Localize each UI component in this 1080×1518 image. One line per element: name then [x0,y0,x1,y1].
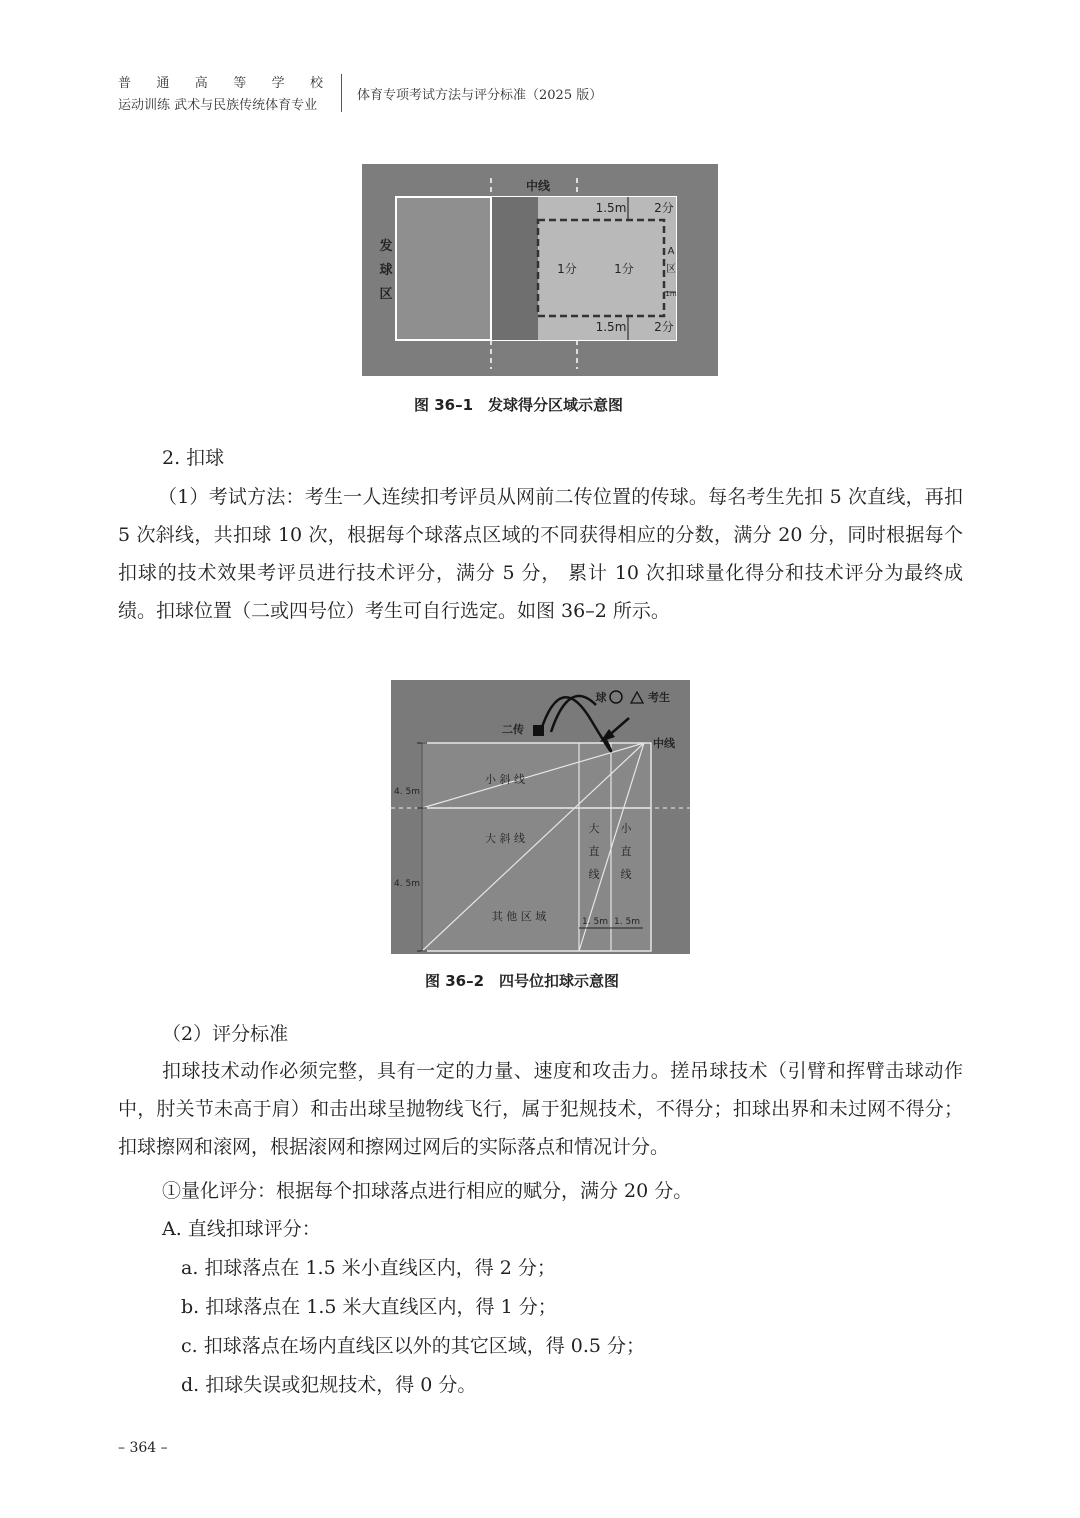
label-small-straight-3: 线 [620,868,632,881]
label-small-straight-1: 小 [620,822,632,835]
figure2-caption: 图 36–2 四号位扣球示意图 [425,972,620,990]
label-w1: 1. 5m [582,917,608,927]
label-big-straight-2: 直 [588,845,600,858]
header-divider [341,74,342,112]
label-serve-3: 区 [379,287,393,302]
label-zone-a-1: A [667,246,675,257]
scoring-heading: （2）评分标准 [162,1023,289,1045]
scoring-item-d: d. 扣球失误或犯规技术，得 0 分。 [181,1374,477,1396]
header-school: 普 通 高 等 学 校 [118,76,323,91]
label-half-bottom: 4. 5m [394,879,420,889]
setter-icon [533,725,544,736]
header-book-title: 体育专项考试方法与评分标准（2025 版） [357,88,603,103]
label-small-straight-2: 直 [620,845,632,858]
label-center-line: 中线 [525,179,551,193]
label-score-top: 2分 [654,201,674,215]
label-ball: 球 [595,691,607,704]
straight-heading: A. 直线扣球评分： [162,1218,321,1240]
section-heading: 2. 扣球 [162,447,225,469]
label-score-right: 1分 [614,262,634,276]
label-w2: 1. 5m [614,917,640,927]
serve-zone-figure [362,164,718,376]
front-zone [491,197,538,340]
label-center-line-2: 中线 [653,737,675,750]
label-score-bottom: 2分 [654,320,674,334]
label-score-left: 1分 [557,262,577,276]
label-width-top: 1.5m [595,201,627,215]
label-half-top: 4. 5m [394,787,420,797]
quant-scoring: ①量化评分：根据每个扣球落点进行相应的赋分，满分 20 分。 [162,1180,693,1202]
header-majors: 运动训练 武术与民族传统体育专业 [118,98,318,113]
scoring-item-b: b. 扣球落点在 1.5 米大直线区内，得 1 分； [181,1296,557,1318]
figure1-caption: 图 36–1 发球得分区域示意图 [414,396,624,414]
label-serve-1: 发 [379,239,393,254]
label-examinee: 考生 [648,691,670,704]
label-other-zone: 其 他 区 域 [491,910,547,923]
spike-zone-figure [391,680,690,954]
label-big-diagonal: 大 斜 线 [485,832,525,845]
scoring-paragraph: 扣球技术动作必须完整，具有一定的力量、速度和攻击力。搓吊球技术（引臂和挥臂击球动作中，肘关节未高于肩）和击出球呈抛物线飞行，属于犯规技术，不得分；扣球出界和未过网不得分；扣球擦网和滚网，根据滚网和擦网过网后的实际落点和情况计分。 [118,1060,963,1158]
label-big-straight-1: 大 [588,822,600,835]
label-serve-2: 球 [379,263,393,278]
scoring-item-c: c. 扣球落点在场内直线区以外的其它区域，得 0.5 分； [181,1335,646,1357]
label-zone-a-2: 区 [666,264,676,275]
method-paragraph: （1）考试方法：考生一人连续扣考评员从网前二传位置的传球。每名考生先扣 5 次直线，再扣 5 次斜线，共扣球 10 次，根据每个球落点区域的不同获得相应的分数，满分 20 分，同时根据每个扣球的技术效果考评员进行技术评分，满分 5 分， 累计 10 次扣球量化得分和技术评分为最终成绩。扣球位置（二或四号位）考生可自行选定。如图 36–2 所示。 [118,486,963,622]
label-setter: 二传 [502,723,524,736]
label-small-diagonal: 小 斜 线 [485,773,525,786]
label-one-m: 1m [665,290,677,298]
page-number: – 364 – [118,1440,168,1456]
scoring-item-a: a. 扣球落点在 1.5 米小直线区内，得 2 分； [181,1257,556,1279]
label-width-bottom: 1.5m [595,320,627,334]
label-big-straight-3: 线 [588,868,600,881]
